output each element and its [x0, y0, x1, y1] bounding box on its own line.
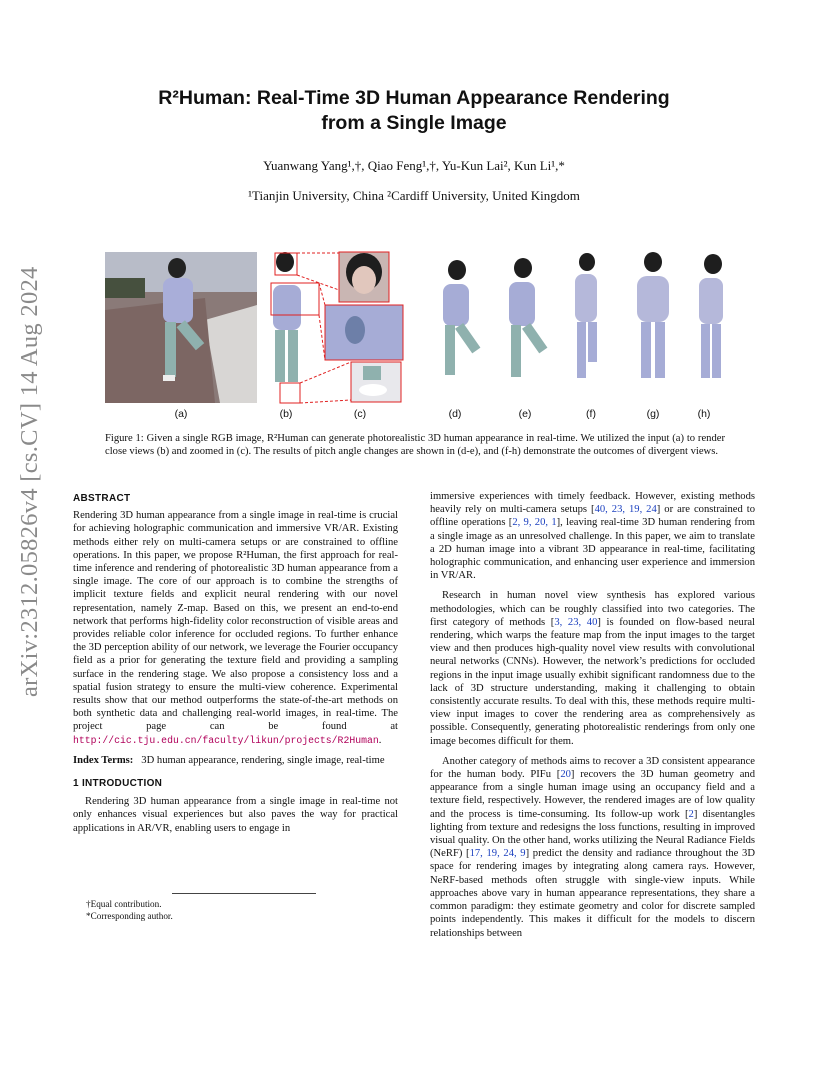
citation-link[interactable]: 40, 23, 19, 24	[594, 504, 657, 516]
panels-d-to-h-novel-views	[443, 252, 723, 378]
abstract-text: Rendering 3D human appearance from a single image in real-time is crucial for achieving holographic communication and immersive VR/AR. Existing methods either rely on multi-camera setups or are constrained to offline operations. In this paper, we propose R²Human, the first approach for real-time inference and rendering of photorealistic 3D human appearance from a single image. The core of our approach is to combine the strengths of implicit texture fields and explicit neural rendering with our novel representation, namely Z-map. Based on this, we present an end-to-end network that performs high-fidelity color reconstruction of visible areas and provides reliable color inference for occluded regions. To further enhance the 3D perception ability of our network, we leverage the Fourier occupancy field as a prior for generating the texture field and providing a sampling surface in the rendering stage. We also propose a consistency loss and a spatial fusion strategy to ensure the multi-view coherence. Experimental results show that our method outperforms the state-of-the-art methods on both synthetic data and challenging real-world images, in real-time. The project page can be found at http://cic.tju.edu.cn/faculty/likun/projects/R2Human.	[73, 510, 398, 746]
citation-link[interactable]: 3, 23, 40	[554, 616, 598, 628]
panel-label-d: (d)	[448, 408, 462, 420]
right-paragraph-2: Research in human novel view synthesis has explored various methodologies, which can be roughly classified into two categories. The first category of methods [3, 23, 40] is founded on flow-based neural rendering, which warps the feature map from the input images to the target view and then produces high-quality novel view results with convolutional neural networks (CNNs). However, the network’s predictions for occluded regions in the input image usually exhibit significant randomness due to the lack of 3D structure understanding, making it challenging to obtain consistently accurate results. To deal with this, these methods require multi-view input images to cover the rendering area as comprehensively as possible. Consequently, generating photorealistic renderings from only one image becomes difficult for them.	[430, 590, 755, 747]
affiliations: ¹Tianjin University, China ²Cardiff University, United Kingdom	[248, 188, 580, 203]
title-line-2: from a Single Image	[321, 112, 507, 134]
citation-link[interactable]: 2	[688, 808, 694, 820]
index-terms-label: Index Terms:	[73, 754, 134, 766]
abstract-heading: ABSTRACT	[73, 493, 131, 504]
footnote-equal-contribution: †Equal contribution.	[86, 899, 162, 909]
panel-g-figure	[637, 252, 669, 378]
footnote-corresponding-author: *Corresponding author.	[86, 911, 173, 921]
footnote-rule	[172, 893, 316, 894]
panel-label-f: (f)	[586, 408, 596, 420]
panel-f-figure	[575, 253, 597, 378]
left-column	[73, 492, 398, 835]
panel-label-b: (b)	[279, 408, 293, 420]
right-paragraph-1: immersive experiences with timely feedback. However, existing methods heavily rely on multi-camera setups [40, 23, 19, 24] or are constrained to offline operations [2, 9, 20, 1], leaving real-time 3D human rendering from a single image as an unresolved challenge. In this paper, we aim to translate a 2D human image into a vibrant 3D appearance in real-time, facilitating holographic communication, and enhancing user experience and immersion in VR/AR.	[430, 491, 756, 582]
paper-title	[110, 86, 718, 136]
introduction-heading: 1 INTRODUCTION	[73, 778, 163, 790]
intro-paragraph-1: Rendering 3D human appearance from a single image in real-time not only enhances visual experiences but also paves the way for practical applications in AR/VR, enabling users to engage in	[73, 796, 398, 834]
arxiv-sidebar-stamp: arXiv:2312.05826v4 [cs.CV] 14 Aug 2024	[16, 266, 43, 697]
teaser-figure-graphic	[105, 250, 725, 405]
footnotes	[86, 898, 386, 922]
panel-label-e: (e)	[518, 408, 532, 420]
panel-label-c: (c)	[353, 408, 367, 420]
panel-e-figure	[509, 258, 547, 377]
panel-d-figure	[443, 260, 480, 375]
panel-label-h: (h)	[697, 408, 711, 420]
teaser-figure	[105, 250, 725, 405]
panel-h-figure	[699, 254, 723, 378]
right-paragraph-3: Another category of methods aims to recover a 3D consistent appearance for the human body. PIFu [20] recovers the 3D human geometry and appearance from a single human image using an occupancy field and a texture field, respectively. However, the rendered images are of low quality and the process is time-consuming. Its follow-up work [2] disentangles lighting from texture and redesigns the loss functions, resulting in improved visual quality. On the other hand, works utilizing the Neural Radiance Fields (NeRF) [17, 19, 24, 9] predict the density and radiance throughout the 3D space for rendering images by integrating along camera rays. However, NeRF-based methods often struggle with single-view inputs. While approaches above vary in human appearance representations, they share a common paradigm: they estimate geometry and color for discrete sampled points independently. This makes it difficult for the models to discern relationships between	[430, 755, 756, 939]
panel-c-zoomed-views	[325, 252, 403, 402]
right-column	[430, 490, 755, 940]
author-list: Yuanwang Yang¹,†, Qiao Feng¹,†, Yu-Kun Lai², Kun Li¹,*	[263, 158, 565, 173]
index-terms: Index Terms: 3D human appearance, rendering, single image, real-time	[73, 754, 385, 766]
project-page-link[interactable]: http://cic.tju.edu.cn/faculty/likun/projects/R2Human	[73, 734, 379, 746]
title-line-1: R²Human: Real-Time 3D Human Appearance Rendering	[158, 87, 670, 109]
figure-caption: Figure 1: Given a single RGB image, R²Human can generate photorealistic 3D human appearance in real-time. We utilized the input (a) to render close views (b) and zoomed in (c). The results of pitch angle changes are shown in (d-e), and (f-h) demonstrate the outcomes of divergent views.	[105, 433, 725, 458]
panel-a-input-photo	[105, 252, 257, 403]
panel-label-a: (a)	[174, 408, 188, 420]
citation-link[interactable]: 17, 19, 24, 9	[469, 848, 526, 860]
citation-link[interactable]: 2, 9, 20, 1	[512, 517, 557, 529]
panel-label-g: (g)	[646, 408, 660, 420]
citation-link[interactable]: 20	[560, 769, 571, 781]
